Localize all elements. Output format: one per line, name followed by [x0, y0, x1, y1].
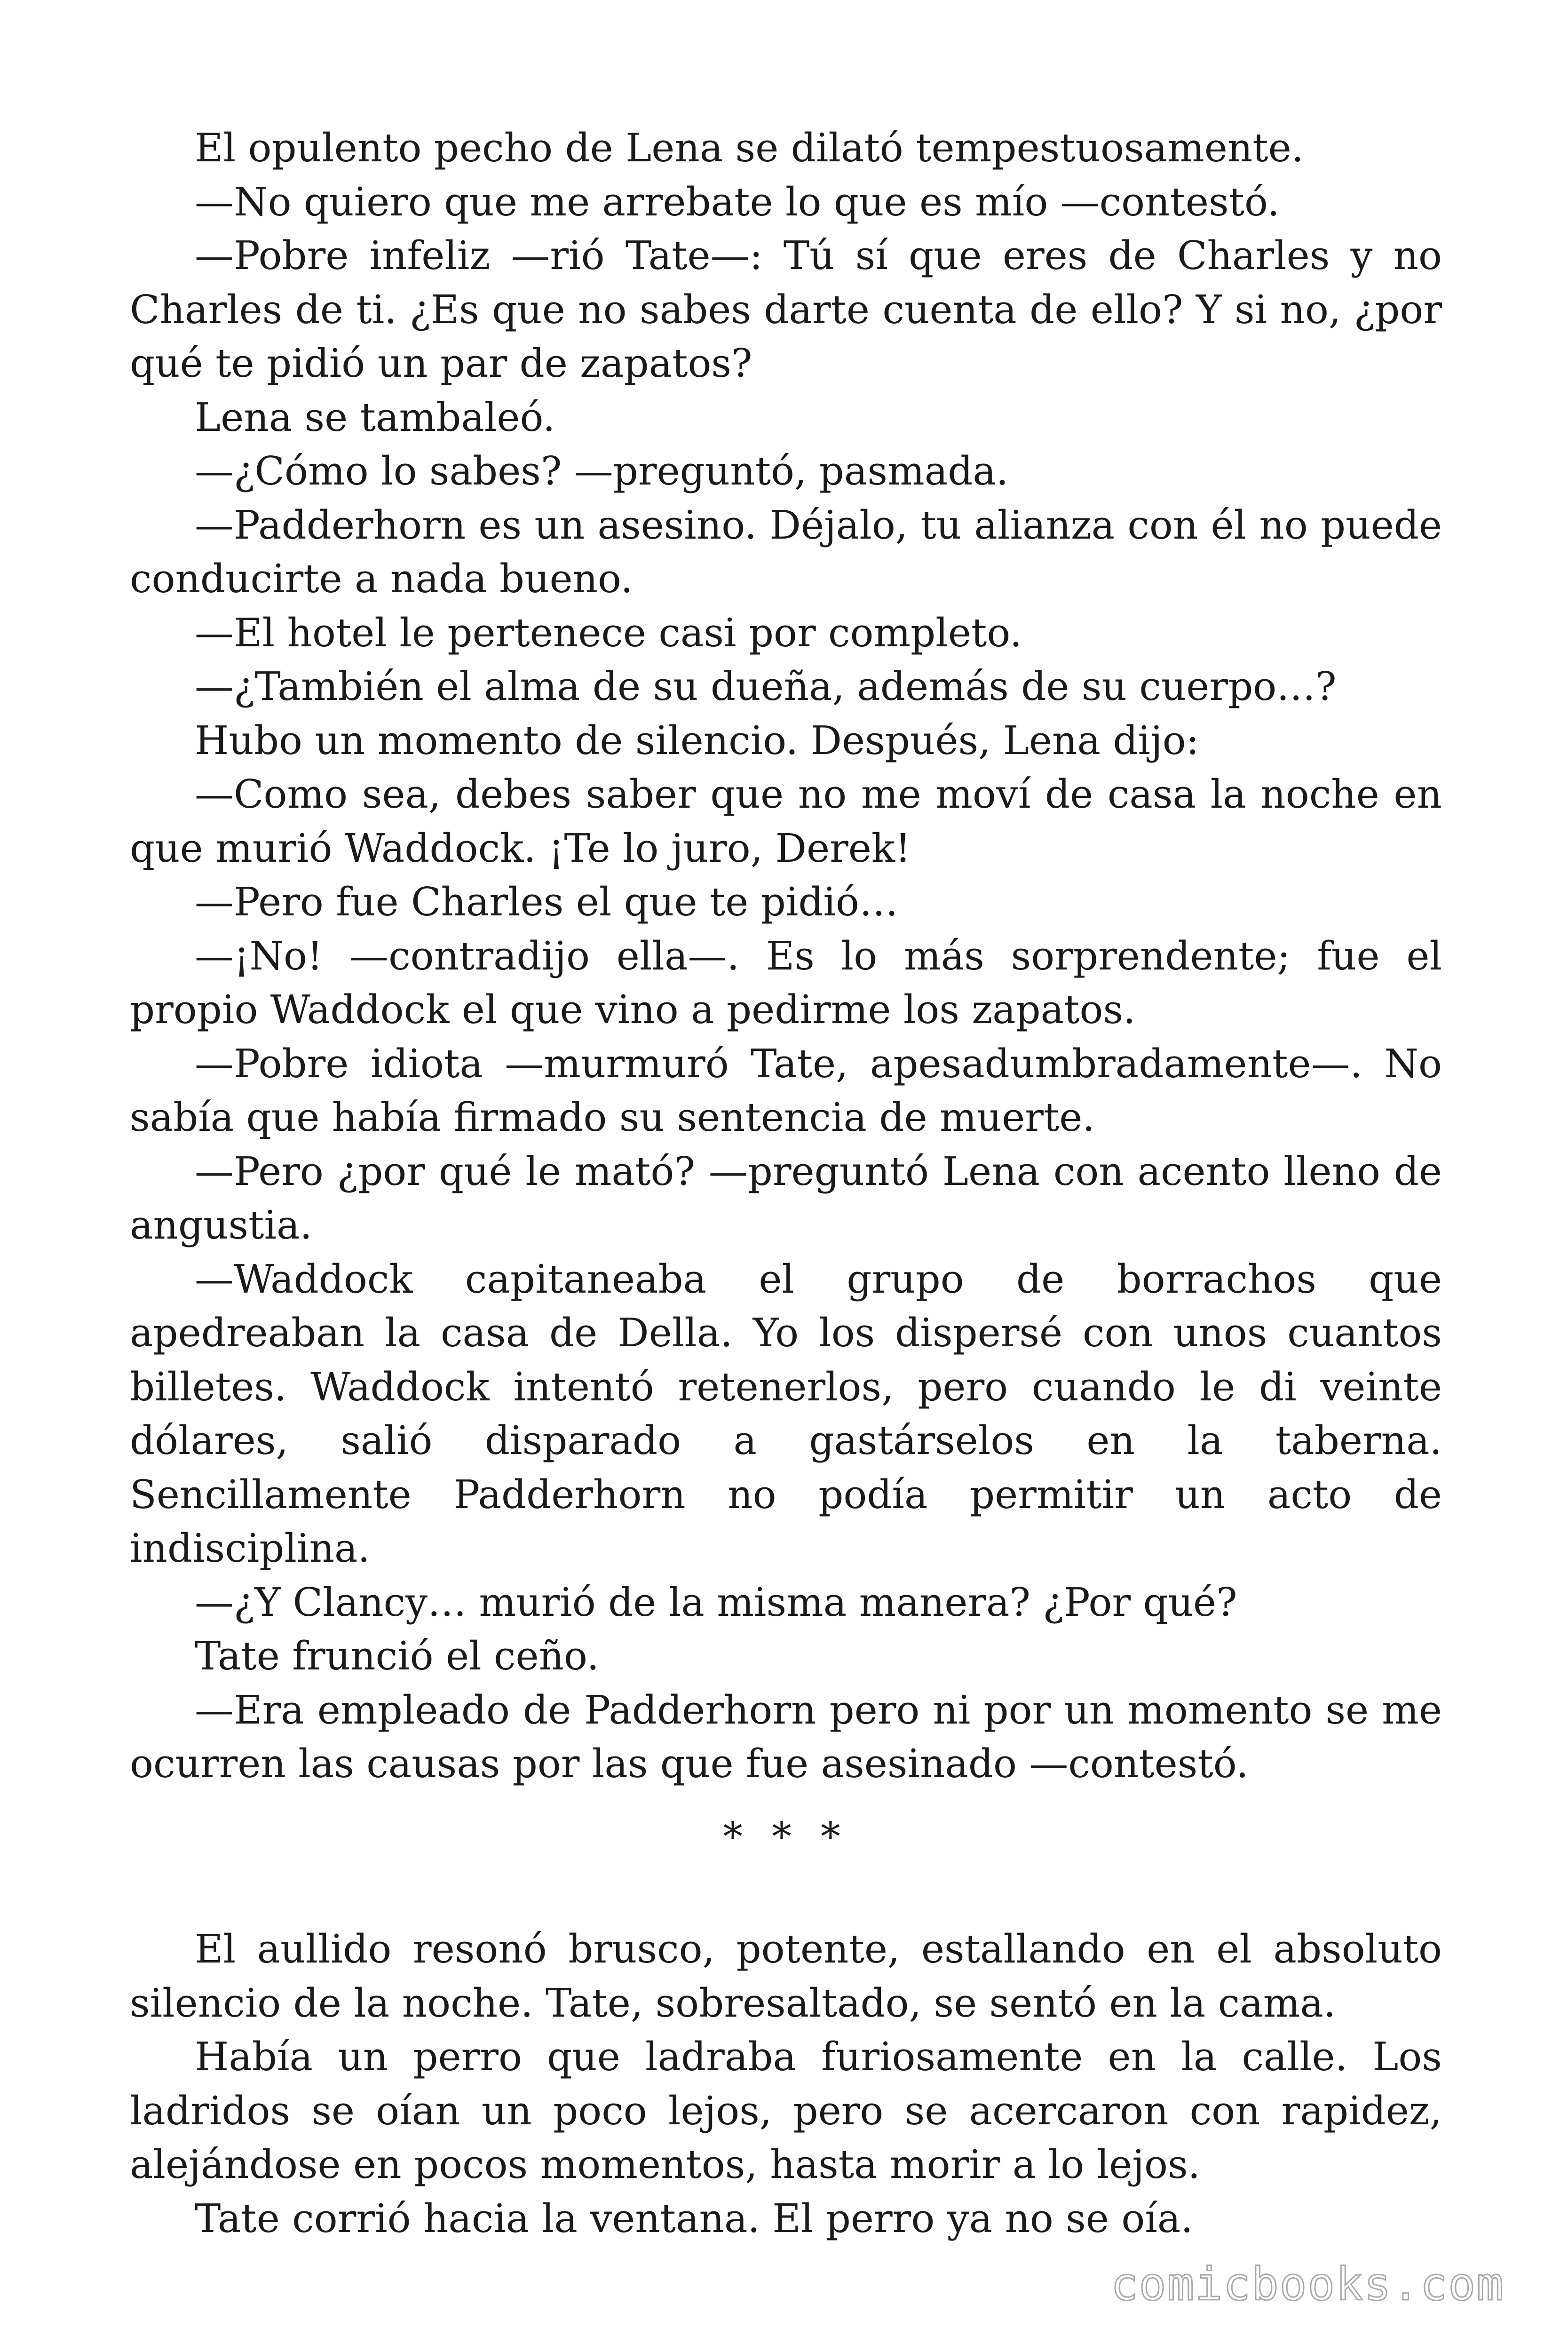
- paragraph: El aullido resonó brusco, potente, estallando en el absoluto silencio de la noche. Tate, sobresaltado, se sentó en la cama.: [130, 1926, 1442, 2026]
- paragraph: —Como sea, debes saber que no me moví de casa la noche en que murió Waddock. ¡Te lo juro, Derek!: [130, 771, 1442, 871]
- paragraph: —¿Y Clancy… murió de la misma manera? ¿Por qué?: [195, 1579, 1237, 1625]
- watermark-text: comicbooks.com: [1110, 2258, 1505, 2311]
- paragraph: —No quiero que me arrebate lo que es mío —contestó.: [195, 179, 1280, 225]
- paragraph: Lena se tambaleó.: [195, 394, 555, 440]
- paragraph: —Pero ¿por qué le mató? —preguntó Lena con acento lleno de angustia.: [130, 1148, 1442, 1248]
- paragraph: —¿Cómo lo sabes? —preguntó, pasmada.: [195, 448, 1009, 494]
- page-text: [130, 121, 1442, 2246]
- section-separator: * * *: [723, 1813, 849, 1859]
- paragraph: Hubo un momento de silencio. Después, Lena dijo:: [195, 717, 1199, 763]
- paragraph: —Pero fue Charles el que te pidió…: [195, 879, 899, 925]
- paragraph: —Pobre idiota —murmuró Tate, apesadumbradamente—. No sabía que había firmado su sentencia de muerte.: [130, 1041, 1442, 1140]
- paragraph: —¿También el alma de su dueña, además de su cuerpo…?: [195, 664, 1337, 709]
- paragraph: —¡No! —contradijo ella—. Es lo más sorprendente; fue el propio Waddock el que vino a pedirme los zapatos.: [130, 933, 1442, 1033]
- paragraph: —Waddock capitaneaba el grupo de borrachos que apedreaban la casa de Della. Yo los dispersé con unos cuantos billetes. Waddock intentó retenerlos, pero cuando le di veinte dólares, salió disparado a gastárselos en la taberna. Sencillamente Padderhorn no podía permitir un acto de indisciplina.: [130, 1256, 1442, 1571]
- paragraph: —El hotel le pertenece casi por completo.: [195, 610, 1022, 656]
- paragraph: Tate corrió hacia la ventana. El perro ya no se oía.: [195, 2195, 1193, 2241]
- paragraph: —Era empleado de Padderhorn pero ni por un momento se me ocurren las causas por las que fue asesinado —contestó.: [130, 1687, 1442, 1787]
- paragraph: —Padderhorn es un asesino. Déjalo, tu alianza con él no puede conducirte a nada bueno.: [130, 502, 1442, 602]
- paragraph: Había un perro que ladraba furiosamente en la calle. Los ladridos se oían un poco lejos, pero se acercaron con rapidez, alejándose en pocos momentos, hasta morir a lo lejos.: [130, 2034, 1442, 2187]
- paragraph: —Pobre infeliz —rió Tate—: Tú sí que eres de Charles y no Charles de ti. ¿Es que no sabes darte cuenta de ello? Y si no, ¿por qué te pidió un par de zapatos?: [130, 233, 1442, 386]
- paragraph: Tate frunció el ceño.: [195, 1633, 599, 1679]
- paragraph: El opulento pecho de Lena se dilató tempestuosamente.: [195, 125, 1304, 171]
